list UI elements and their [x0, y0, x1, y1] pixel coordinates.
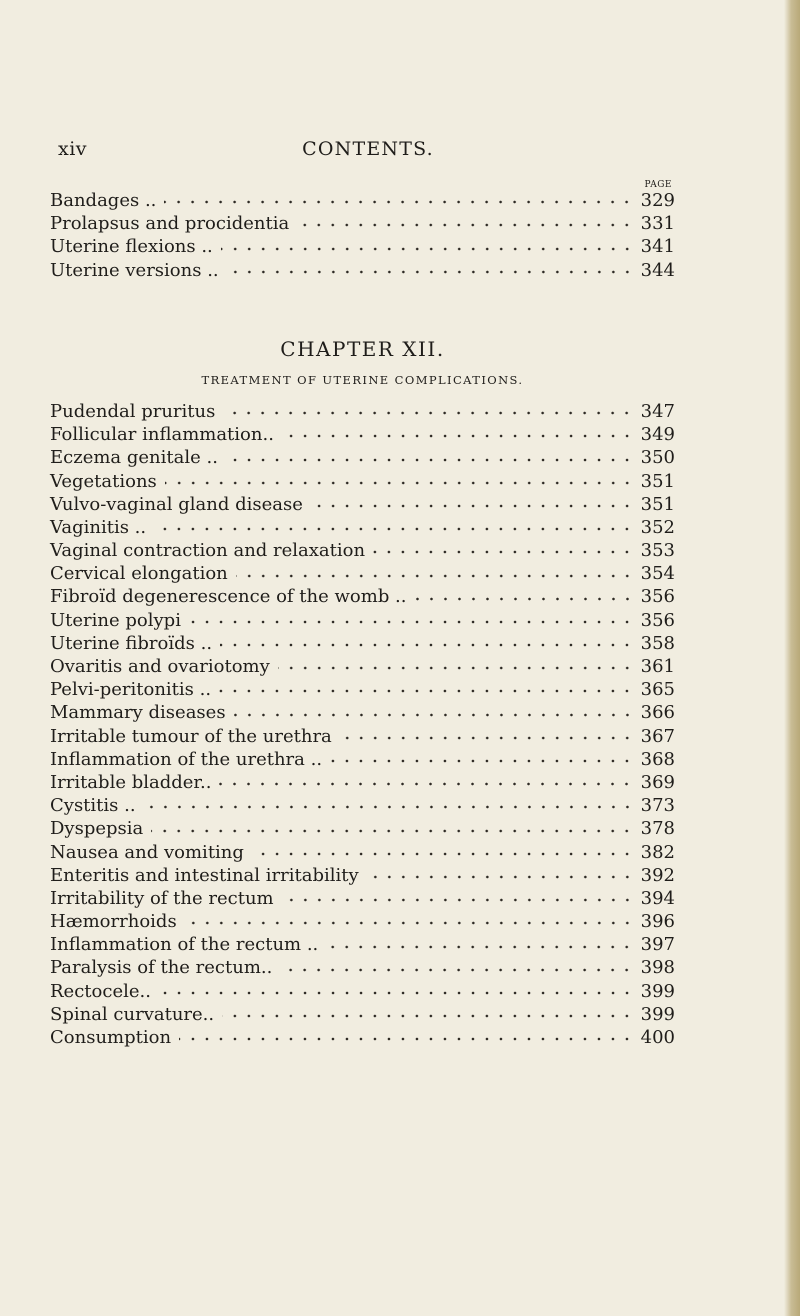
toc-entry-title: Vaginal contraction and relaxation [50, 540, 366, 562]
toc-entry[interactable] [50, 725, 675, 748]
dot-leader [297, 217, 634, 229]
toc-list-chapter-xii [50, 400, 675, 1049]
toc-entry-page: 396 [640, 911, 675, 933]
toc-entry-page: 361 [640, 656, 675, 678]
toc-entry-page: 352 [640, 516, 675, 538]
toc-entry-title: Cervical elongation [50, 563, 228, 585]
toc-entry-page: 353 [640, 540, 675, 562]
toc-entry-page: 392 [640, 864, 675, 886]
toc-entry-page: 341 [640, 236, 675, 258]
toc-entry-title: Bandages .. [50, 189, 157, 211]
toc-entry-page: 356 [640, 586, 675, 608]
toc-entry[interactable] [50, 887, 675, 910]
toc-entry[interactable] [50, 678, 675, 701]
toc-entry-page: 368 [640, 748, 675, 770]
dot-leader [373, 544, 634, 556]
toc-entry[interactable] [50, 910, 675, 933]
dot-leader [282, 892, 634, 904]
page-column-label: PAGE [644, 180, 672, 190]
toc-entry-title: Vaginitis .. [50, 516, 147, 538]
toc-entry[interactable] [50, 539, 675, 562]
toc-entry[interactable] [50, 771, 675, 794]
toc-entry[interactable] [50, 400, 675, 423]
toc-entry-page: 400 [640, 1027, 675, 1049]
toc-entry-title: Mammary diseases [50, 702, 226, 724]
dot-leader [252, 846, 634, 858]
toc-entry-page: 354 [640, 563, 675, 585]
toc-entry[interactable] [50, 632, 675, 655]
toc-entry-title: Enteritis and intestinal irritability [50, 864, 359, 886]
toc-entry-title: Vulvo-vaginal gland disease [50, 493, 303, 515]
toc-entry-page: 367 [640, 725, 675, 747]
dot-leader [144, 799, 634, 811]
toc-entry-page: 397 [640, 934, 675, 956]
toc-entry[interactable] [50, 957, 675, 980]
toc-list-previous-chapter [50, 189, 675, 282]
toc-entry-title: Ovaritis and ovariotomy [50, 656, 270, 678]
dot-leader [278, 660, 634, 672]
toc-entry[interactable] [50, 1026, 675, 1049]
toc-entry-page: 369 [640, 771, 675, 793]
toc-entry-page: 356 [640, 609, 675, 631]
dot-leader [164, 194, 634, 206]
dot-leader [226, 452, 634, 464]
dot-leader [236, 568, 634, 580]
dot-leader [151, 823, 634, 835]
chapter-heading: CHAPTER XII. [280, 337, 445, 361]
toc-entry-page: 365 [640, 679, 675, 701]
toc-entry-title: Rectocele.. [50, 980, 151, 1002]
page-title: CONTENTS. [302, 138, 434, 160]
toc-entry[interactable] [50, 212, 675, 235]
toc-entry-title: Uterine flexions .. [50, 236, 213, 258]
toc-entry-title: Pudendal pruritus [50, 400, 216, 422]
toc-entry-page: 366 [640, 702, 675, 724]
toc-entry[interactable] [50, 259, 675, 282]
dot-leader [179, 1031, 634, 1043]
toc-entry-title: Prolapsus and procidentia [50, 213, 290, 235]
toc-entry-page: 399 [640, 980, 675, 1002]
toc-entry[interactable] [50, 701, 675, 724]
dot-leader [189, 614, 634, 626]
toc-entry[interactable] [50, 446, 675, 469]
toc-entry-page: 399 [640, 1003, 675, 1025]
toc-entry[interactable] [50, 562, 675, 585]
toc-entry-title: Pelvi-peritonitis .. [50, 679, 212, 701]
toc-entry[interactable] [50, 516, 675, 539]
dot-leader [282, 428, 634, 440]
toc-entry[interactable] [50, 1003, 675, 1026]
dot-leader [367, 869, 634, 881]
toc-entry-title: Irritability of the rectum [50, 887, 274, 909]
dot-leader [223, 405, 634, 417]
toc-entry-title: Nausea and vomiting [50, 841, 244, 863]
toc-entry-title: Vegetations [50, 470, 157, 492]
toc-entry[interactable] [50, 864, 675, 887]
toc-entry-page: 329 [640, 189, 675, 211]
toc-entry-page: 382 [640, 841, 675, 863]
toc-entry[interactable] [50, 609, 675, 632]
dot-leader [311, 498, 634, 510]
dot-leader [219, 683, 634, 695]
toc-entry-title: Inflammation of the urethra .. [50, 748, 323, 770]
toc-entry-title: Spinal curvature.. [50, 1003, 215, 1025]
toc-entry-page: 378 [640, 818, 675, 840]
toc-entry-page: 398 [640, 957, 675, 979]
dot-leader [220, 637, 634, 649]
toc-entry-title: Dyspepsia [50, 818, 144, 840]
toc-entry-title: Inflammation of the rectum .. [50, 934, 319, 956]
dot-leader [221, 241, 634, 253]
toc-entry-title: Consumption [50, 1027, 172, 1049]
toc-entry[interactable] [50, 655, 675, 678]
dot-leader [219, 776, 634, 788]
toc-entry[interactable] [50, 748, 675, 771]
dot-leader [165, 475, 634, 487]
toc-entry[interactable] [50, 235, 675, 258]
page-edge [784, 0, 800, 1316]
toc-entry-page: 358 [640, 632, 675, 654]
toc-entry-page: 394 [640, 887, 675, 909]
toc-entry-page: 351 [640, 493, 675, 515]
toc-entry-title: Cystitis .. [50, 795, 136, 817]
dot-leader [154, 521, 634, 533]
dot-leader [415, 591, 634, 603]
dot-leader [185, 915, 634, 927]
toc-entry[interactable] [50, 933, 675, 956]
dot-leader [234, 707, 634, 719]
dot-leader [222, 1008, 634, 1020]
toc-entry-title: Eczema genitale .. [50, 447, 218, 469]
toc-entry-page: 351 [640, 470, 675, 492]
toc-entry-title: Paralysis of the rectum.. [50, 957, 273, 979]
toc-entry-page: 350 [640, 447, 675, 469]
dot-leader [159, 985, 634, 997]
toc-entry-page: 344 [640, 259, 675, 281]
toc-entry[interactable] [50, 586, 675, 609]
toc-entry[interactable] [50, 841, 675, 864]
dot-leader [227, 264, 634, 276]
dot-leader [280, 962, 634, 974]
page-folio: xiv [58, 138, 88, 160]
toc-entry-title: Irritable bladder.. [50, 771, 212, 793]
dot-leader [326, 939, 634, 951]
toc-entry-page: 373 [640, 795, 675, 817]
toc-entry-page: 347 [640, 400, 675, 422]
toc-entry[interactable] [50, 794, 675, 817]
toc-entry-title: Fibroïd degenerescence of the womb .. [50, 586, 407, 608]
toc-entry[interactable] [50, 189, 675, 212]
toc-entry-title: Uterine versions .. [50, 259, 219, 281]
dot-leader [340, 730, 634, 742]
toc-entry[interactable] [50, 493, 675, 516]
dot-leader [330, 753, 634, 765]
toc-entry[interactable] [50, 980, 675, 1003]
toc-entry-page: 331 [640, 213, 675, 235]
toc-entry[interactable] [50, 470, 675, 493]
running-head [58, 138, 678, 162]
toc-entry[interactable] [50, 423, 675, 446]
toc-entry-page: 349 [640, 424, 675, 446]
toc-entry-title: Follicular inflammation.. [50, 424, 274, 446]
toc-entry-title: Hæmorrhoids [50, 911, 177, 933]
chapter-subtitle: TREATMENT OF UTERINE COMPLICATIONS. [201, 373, 524, 387]
toc-entry-title: Uterine polypi [50, 609, 181, 631]
toc-entry-title: Uterine fibroïds .. [50, 632, 213, 654]
toc-entry[interactable] [50, 817, 675, 840]
toc-entry-title: Irritable tumour of the urethra [50, 725, 332, 747]
